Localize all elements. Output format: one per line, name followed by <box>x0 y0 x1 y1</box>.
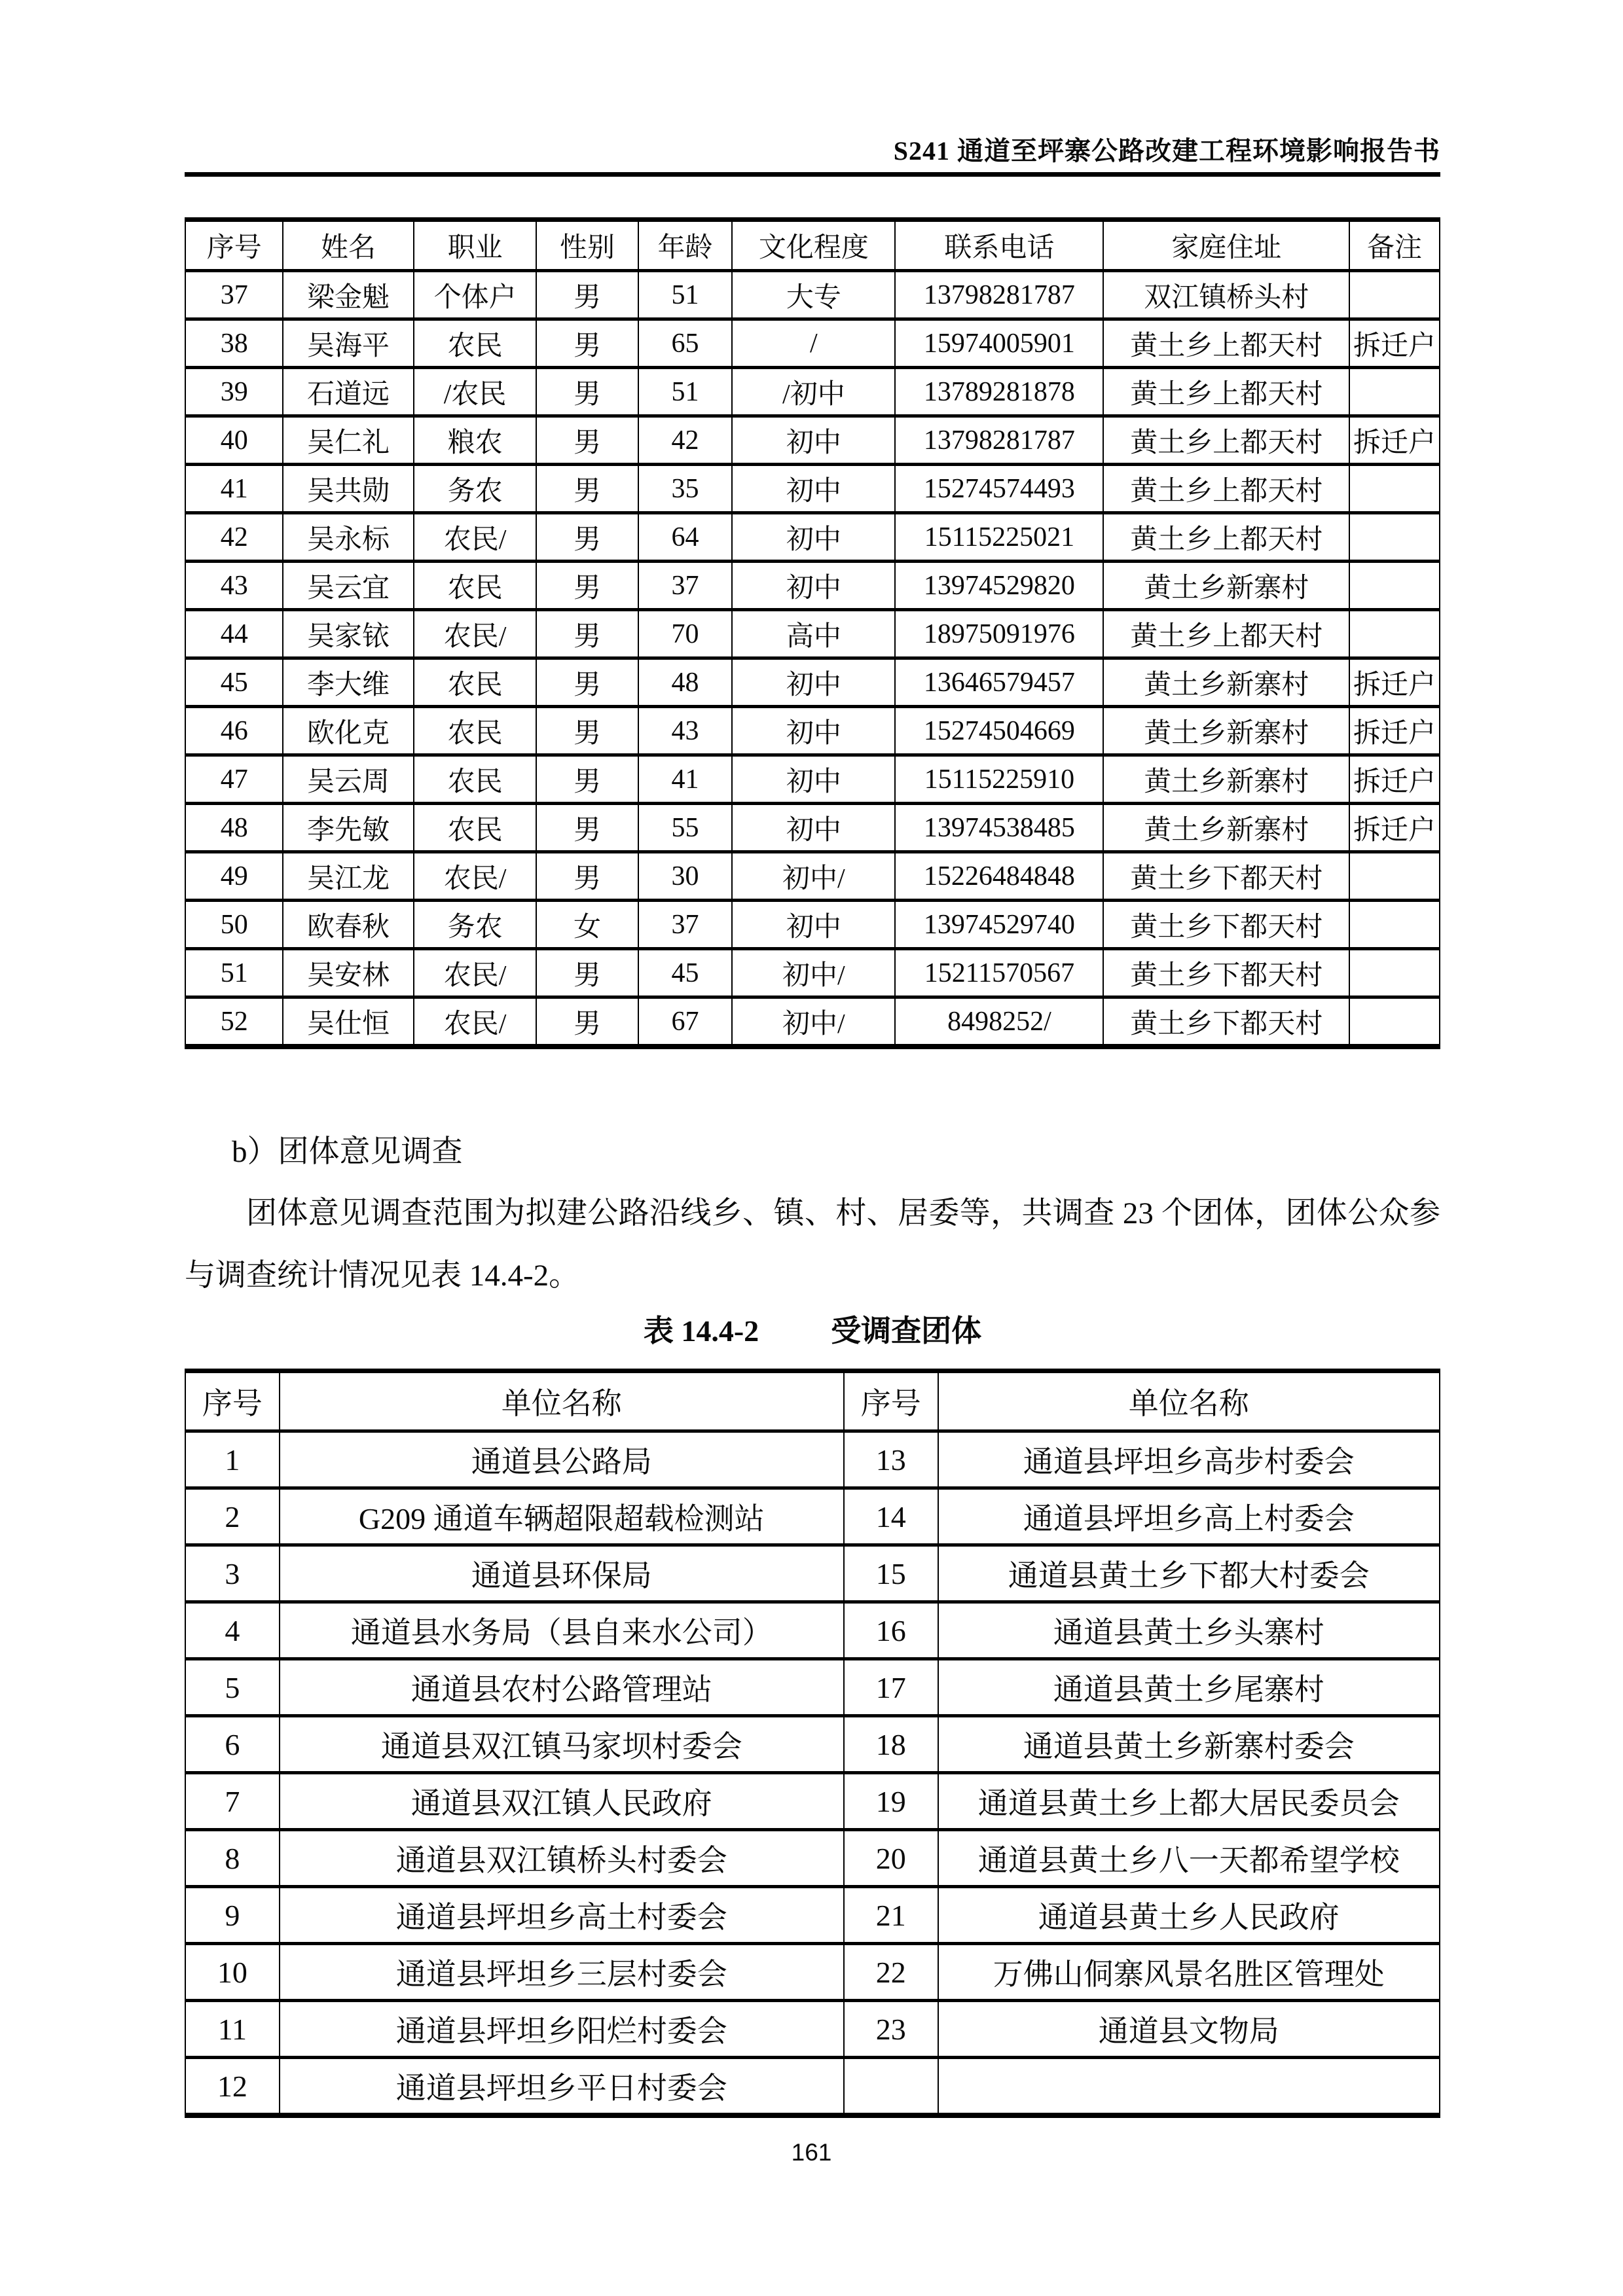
body-paragraph: 团体意见调查范围为拟建公路沿线乡、镇、村、居委等，共调查 23 个团体，团体公众参与调查统计情况见表 14.4-2。 <box>185 1196 1440 1293</box>
table-cell: 48 <box>185 804 283 852</box>
table-cell: 男 <box>536 852 638 901</box>
table-cell: 李先敏 <box>283 804 413 852</box>
table-cell: 万佛山侗寨风景名胜区管理处 <box>938 1944 1440 2001</box>
table-row <box>185 1887 1440 1944</box>
table2-caption-title: 受调查团体 <box>831 1314 982 1348</box>
table-row <box>185 658 1440 707</box>
column-header-unit-left: 单位名称 <box>280 1371 844 1431</box>
table-row <box>185 416 1440 465</box>
table-cell: 拆迁户 <box>1349 658 1440 707</box>
table-row <box>185 997 1440 1047</box>
table-cell: 5 <box>185 1659 280 1716</box>
table-cell: 通道县坪坦乡高上村委会 <box>938 1488 1440 1545</box>
table-row <box>185 1830 1440 1887</box>
table-cell <box>1349 852 1440 901</box>
table-cell: 45 <box>185 658 283 707</box>
table-row <box>185 1773 1440 1830</box>
table-cell: 通道县双江镇桥头村委会 <box>280 1830 844 1887</box>
table-cell <box>1349 271 1440 319</box>
table-cell: 64 <box>638 513 733 562</box>
table-row <box>185 2058 1440 2116</box>
table-cell: 55 <box>638 804 733 852</box>
table-cell: 13789281878 <box>895 368 1103 416</box>
table-row <box>185 1659 1440 1716</box>
table-cell: 51 <box>185 949 283 997</box>
table-row <box>185 1602 1440 1659</box>
table-cell: 男 <box>536 949 638 997</box>
table-cell: 初中 <box>732 707 895 755</box>
table-cell: 黄土乡新寨村 <box>1103 658 1349 707</box>
table-cell: 男 <box>536 658 638 707</box>
table-cell: 13974538485 <box>895 804 1103 852</box>
table-cell: 吴云宜 <box>283 562 413 610</box>
table-cell: 12 <box>185 2058 280 2116</box>
table-cell: 45 <box>638 949 733 997</box>
table-cell: 欧春秋 <box>283 901 413 949</box>
table-cell: 吴共勋 <box>283 465 413 513</box>
table-cell <box>1349 513 1440 562</box>
table-cell: 通道县文物局 <box>938 2001 1440 2058</box>
respondents-table-body <box>185 271 1440 1047</box>
table-cell: 初中 <box>732 562 895 610</box>
table-row <box>185 319 1440 368</box>
table-cell: 男 <box>536 804 638 852</box>
table-cell: 黄土乡下都天村 <box>1103 901 1349 949</box>
table-cell: 13798281787 <box>895 271 1103 319</box>
table-cell: 23 <box>844 2001 938 2058</box>
table-cell: 男 <box>536 707 638 755</box>
table-cell: 43 <box>638 707 733 755</box>
table-cell: 43 <box>185 562 283 610</box>
table-cell: 农民 <box>414 755 537 804</box>
table-cell: 10 <box>185 1944 280 2001</box>
table-cell: 粮农 <box>414 416 537 465</box>
table-cell: 黄土乡下都天村 <box>1103 949 1349 997</box>
table-cell: 吴海平 <box>283 319 413 368</box>
table-cell: 16 <box>844 1602 938 1659</box>
table-row <box>185 1545 1440 1602</box>
table-cell: 农民 <box>414 707 537 755</box>
table-cell: 初中 <box>732 658 895 707</box>
table-cell: 通道县黄土乡下都大村委会 <box>938 1545 1440 1602</box>
table-row <box>185 707 1440 755</box>
table-cell: 通道县黄土乡八一天都希望学校 <box>938 1830 1440 1887</box>
table-cell: 15 <box>844 1545 938 1602</box>
section-heading: b）团体意见调查 <box>232 1135 463 1169</box>
table-cell: 拆迁户 <box>1349 319 1440 368</box>
table-cell: 农民 <box>414 562 537 610</box>
table-cell: 21 <box>844 1887 938 1944</box>
table-cell: 黄土乡新寨村 <box>1103 755 1349 804</box>
table-cell <box>1349 465 1440 513</box>
table-row <box>185 2001 1440 2058</box>
table-cell: 13646579457 <box>895 658 1103 707</box>
table-row <box>185 271 1440 319</box>
groups-table-header-row <box>185 1371 1440 1431</box>
table-cell: 15115225910 <box>895 755 1103 804</box>
table-cell: 15115225021 <box>895 513 1103 562</box>
table-row <box>185 562 1440 610</box>
table-cell: 49 <box>185 852 283 901</box>
column-header-index: 序号 <box>185 220 283 271</box>
table-cell <box>844 2058 938 2116</box>
table-row <box>185 1431 1440 1488</box>
table-cell: 30 <box>638 852 733 901</box>
table-cell: 农民 <box>414 319 537 368</box>
table-row <box>185 949 1440 997</box>
table-cell: 务农 <box>414 465 537 513</box>
table-cell: 50 <box>185 901 283 949</box>
header-rule <box>185 172 1440 177</box>
table-cell: 2 <box>185 1488 280 1545</box>
table-cell: 农民/ <box>414 610 537 658</box>
table-cell: 农民 <box>414 658 537 707</box>
table-cell: 13974529820 <box>895 562 1103 610</box>
table-cell: 男 <box>536 755 638 804</box>
groups-table-body <box>185 1431 1440 2116</box>
table-cell: 15226484848 <box>895 852 1103 901</box>
table-cell: 6 <box>185 1716 280 1773</box>
table-cell <box>1349 562 1440 610</box>
table-cell: 农民/ <box>414 513 537 562</box>
table-cell: 欧化克 <box>283 707 413 755</box>
table-cell: 男 <box>536 271 638 319</box>
table-cell: 吴永标 <box>283 513 413 562</box>
table-cell: 务农 <box>414 901 537 949</box>
table-row <box>185 804 1440 852</box>
table-row <box>185 610 1440 658</box>
table-cell: 3 <box>185 1545 280 1602</box>
table-cell: 35 <box>638 465 733 513</box>
table-cell: 吴江龙 <box>283 852 413 901</box>
table-cell: 通道县环保局 <box>280 1545 844 1602</box>
table-cell: 通道县坪坦乡高步村委会 <box>938 1431 1440 1488</box>
table-cell: 18 <box>844 1716 938 1773</box>
table-cell: 初中 <box>732 804 895 852</box>
table-cell: 通道县水务局（县自来水公司） <box>280 1602 844 1659</box>
column-header-gender: 性别 <box>536 220 638 271</box>
table-cell: 吴云周 <box>283 755 413 804</box>
table-cell: 吴家铱 <box>283 610 413 658</box>
table-cell: 42 <box>185 513 283 562</box>
table-cell: 通道县黄土乡新寨村委会 <box>938 1716 1440 1773</box>
column-header-address: 家庭住址 <box>1103 220 1349 271</box>
table2-caption <box>185 1311 1440 1352</box>
table-cell: 通道县坪坦乡三层村委会 <box>280 1944 844 2001</box>
table-cell: 男 <box>536 416 638 465</box>
table-cell: 初中/ <box>732 852 895 901</box>
table-row <box>185 368 1440 416</box>
table-cell: 男 <box>536 997 638 1047</box>
table-cell: 初中 <box>732 513 895 562</box>
table-cell: 男 <box>536 562 638 610</box>
table-cell: 拆迁户 <box>1349 804 1440 852</box>
table-cell: 初中 <box>732 465 895 513</box>
table-cell: 黄土乡下都天村 <box>1103 997 1349 1047</box>
table-cell: 通道县双江镇人民政府 <box>280 1773 844 1830</box>
table-cell: 黄土乡上都天村 <box>1103 465 1349 513</box>
table-cell: 初中/ <box>732 949 895 997</box>
table-cell: 男 <box>536 465 638 513</box>
table-cell: 通道县黄土乡人民政府 <box>938 1887 1440 1944</box>
table-cell: 石道远 <box>283 368 413 416</box>
table-cell: 初中/ <box>732 997 895 1047</box>
table-cell: 通道县公路局 <box>280 1431 844 1488</box>
table-cell: 通道县坪坦乡高土村委会 <box>280 1887 844 1944</box>
table-cell: 农民/ <box>414 997 537 1047</box>
table-cell: 通道县黄土乡头寨村 <box>938 1602 1440 1659</box>
respondents-table-header-row <box>185 220 1440 271</box>
table-row <box>185 852 1440 901</box>
table-cell: 农民/ <box>414 852 537 901</box>
table-row <box>185 1488 1440 1545</box>
table-row <box>185 513 1440 562</box>
table-cell: 农民/ <box>414 949 537 997</box>
table-cell: 19 <box>844 1773 938 1830</box>
column-header-name: 姓名 <box>283 220 413 271</box>
table-cell: 通道县双江镇马家坝村委会 <box>280 1716 844 1773</box>
table-cell <box>1349 949 1440 997</box>
table-cell: 11 <box>185 2001 280 2058</box>
column-header-remark: 备注 <box>1349 220 1440 271</box>
table-cell: 13974529740 <box>895 901 1103 949</box>
column-header-unit-right: 单位名称 <box>938 1371 1440 1431</box>
table-cell: 4 <box>185 1602 280 1659</box>
table-cell <box>1349 997 1440 1047</box>
table-cell: 黄土乡上都天村 <box>1103 368 1349 416</box>
table-cell: 吴安林 <box>283 949 413 997</box>
table-cell: 男 <box>536 513 638 562</box>
table-cell: 个体户 <box>414 271 537 319</box>
table-cell: 黄土乡下都天村 <box>1103 852 1349 901</box>
table-cell: 拆迁户 <box>1349 416 1440 465</box>
column-header-occupation: 职业 <box>414 220 537 271</box>
table-cell: 52 <box>185 997 283 1047</box>
table-cell: 大专 <box>732 271 895 319</box>
table-cell: 黄土乡上都天村 <box>1103 610 1349 658</box>
column-header-index-left: 序号 <box>185 1371 280 1431</box>
table-cell: 黄土乡上都天村 <box>1103 319 1349 368</box>
table-cell: 14 <box>844 1488 938 1545</box>
table-cell: 农民 <box>414 804 537 852</box>
table-cell: G209 通道车辆超限超载检测站 <box>280 1488 844 1545</box>
table-cell <box>938 2058 1440 2116</box>
running-header-title: S241 通道至坪寨公路改建工程环境影响报告书 <box>893 136 1440 166</box>
table-cell: 通道县农村公路管理站 <box>280 1659 844 1716</box>
table-cell: 女 <box>536 901 638 949</box>
table-cell: /农民 <box>414 368 537 416</box>
table-cell: 初中 <box>732 901 895 949</box>
table-cell: 15274504669 <box>895 707 1103 755</box>
table-cell: 高中 <box>732 610 895 658</box>
table-row <box>185 465 1440 513</box>
table-cell: 51 <box>638 271 733 319</box>
table-cell: 41 <box>638 755 733 804</box>
table-cell: 42 <box>638 416 733 465</box>
table-cell: 70 <box>638 610 733 658</box>
table-cell: 1 <box>185 1431 280 1488</box>
table-cell: 37 <box>185 271 283 319</box>
column-header-phone: 联系电话 <box>895 220 1103 271</box>
table-cell: 37 <box>638 562 733 610</box>
table-cell: 8498252/ <box>895 997 1103 1047</box>
table-cell: 吴仁礼 <box>283 416 413 465</box>
table-cell: 初中 <box>732 755 895 804</box>
page-header <box>185 134 1440 177</box>
table-cell: 15274574493 <box>895 465 1103 513</box>
page-number: 161 <box>791 2139 832 2166</box>
table-cell <box>1349 368 1440 416</box>
table-cell: 黄土乡新寨村 <box>1103 562 1349 610</box>
table-cell: 65 <box>638 319 733 368</box>
table-cell: 通道县坪坦乡阳烂村委会 <box>280 2001 844 2058</box>
table-cell: 41 <box>185 465 283 513</box>
table-row <box>185 755 1440 804</box>
table-cell: 15974005901 <box>895 319 1103 368</box>
table-cell: 15211570567 <box>895 949 1103 997</box>
table-row <box>185 901 1440 949</box>
table-cell: 吴仕恒 <box>283 997 413 1047</box>
table-cell: 黄土乡上都天村 <box>1103 513 1349 562</box>
table-cell: 初中 <box>732 416 895 465</box>
table-cell: 13 <box>844 1431 938 1488</box>
table-cell <box>1349 901 1440 949</box>
table-cell: 44 <box>185 610 283 658</box>
table-cell: 51 <box>638 368 733 416</box>
table-cell: 通道县黄土乡上都大居民委员会 <box>938 1773 1440 1830</box>
table-cell: /初中 <box>732 368 895 416</box>
table-cell: 38 <box>185 319 283 368</box>
table-cell: 黄土乡上都天村 <box>1103 416 1349 465</box>
table-cell: 拆迁户 <box>1349 707 1440 755</box>
column-header-education: 文化程度 <box>732 220 895 271</box>
table-cell: 男 <box>536 319 638 368</box>
surveyed-groups-table <box>185 1369 1440 2118</box>
table-row <box>185 1716 1440 1773</box>
table-cell: 通道县坪坦乡平日村委会 <box>280 2058 844 2116</box>
table-cell: 48 <box>638 658 733 707</box>
table-cell: 67 <box>638 997 733 1047</box>
table-cell: 梁金魁 <box>283 271 413 319</box>
table-cell: / <box>732 319 895 368</box>
table-cell: 40 <box>185 416 283 465</box>
table-cell <box>1349 610 1440 658</box>
table-cell: 37 <box>638 901 733 949</box>
table-row <box>185 1944 1440 2001</box>
table-cell: 9 <box>185 1887 280 1944</box>
respondents-table <box>185 217 1440 1049</box>
table-cell: 李大维 <box>283 658 413 707</box>
table-cell: 13798281787 <box>895 416 1103 465</box>
table-cell: 通道县黄土乡尾寨村 <box>938 1659 1440 1716</box>
table2-caption-label: 表 14.4-2 <box>643 1314 759 1348</box>
table-cell: 17 <box>844 1659 938 1716</box>
table-cell: 男 <box>536 610 638 658</box>
table-cell: 7 <box>185 1773 280 1830</box>
table-cell: 22 <box>844 1944 938 2001</box>
table-cell: 20 <box>844 1830 938 1887</box>
table-cell: 8 <box>185 1830 280 1887</box>
table-cell: 双江镇桥头村 <box>1103 271 1349 319</box>
table-cell: 黄土乡新寨村 <box>1103 707 1349 755</box>
column-header-age: 年龄 <box>638 220 733 271</box>
table-cell: 39 <box>185 368 283 416</box>
column-header-index-right: 序号 <box>844 1371 938 1431</box>
table-cell: 18975091976 <box>895 610 1103 658</box>
table-cell: 46 <box>185 707 283 755</box>
table-cell: 拆迁户 <box>1349 755 1440 804</box>
table-cell: 47 <box>185 755 283 804</box>
table-cell: 黄土乡新寨村 <box>1103 804 1349 852</box>
table-cell: 男 <box>536 368 638 416</box>
